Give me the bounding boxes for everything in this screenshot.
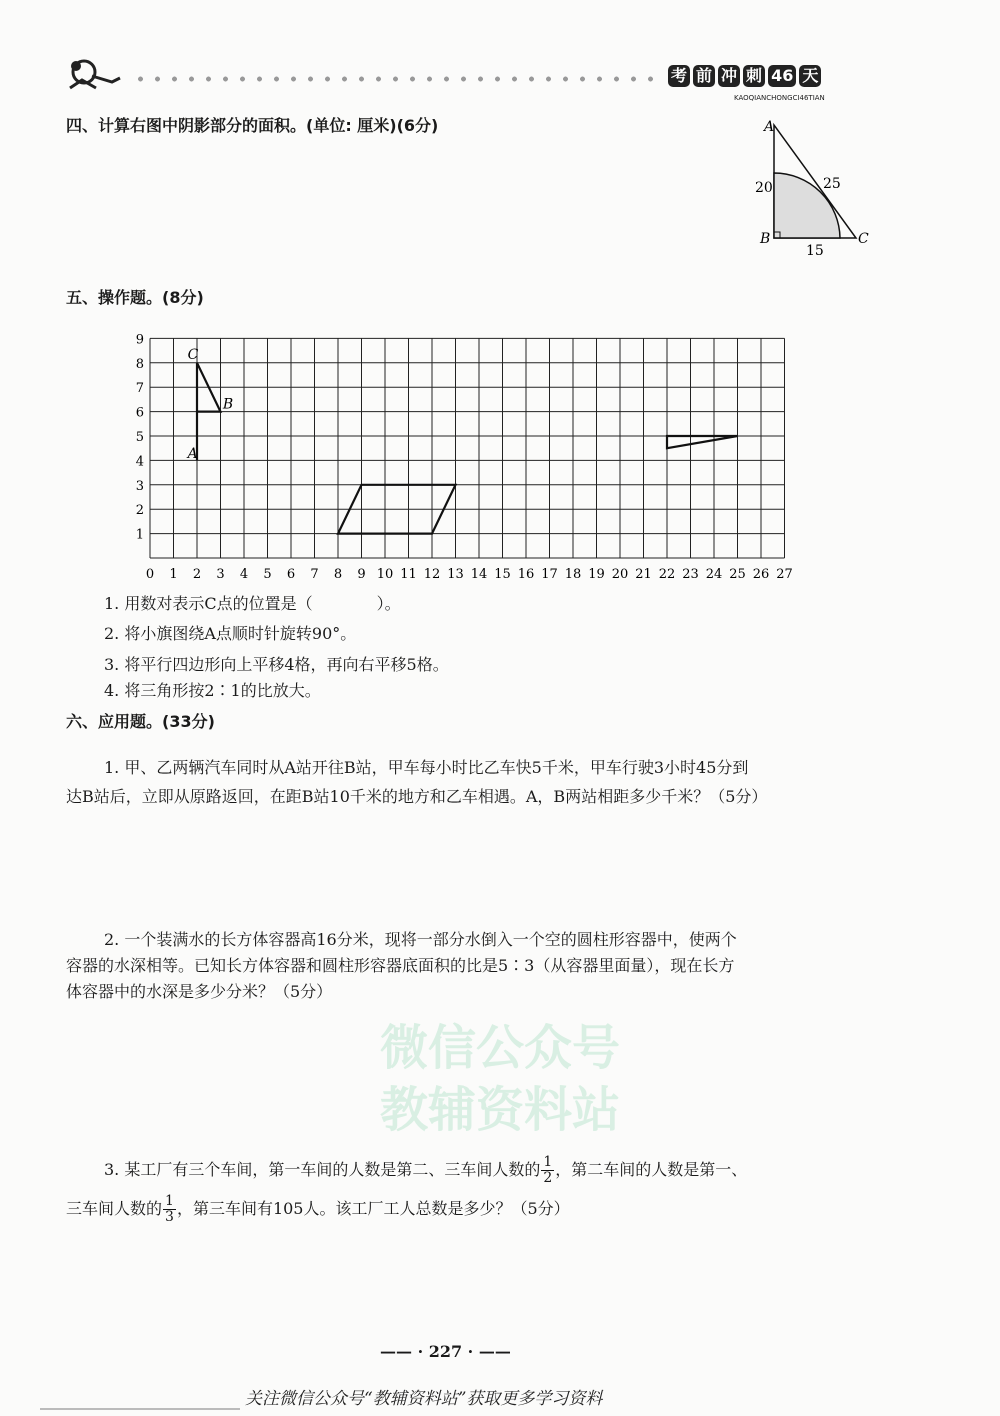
y-tick-label: 5 xyxy=(135,430,144,445)
x-tick-label: 21 xyxy=(635,567,652,582)
question-6-3-line2 xyxy=(66,1193,570,1225)
page-number: —— · 227 · —— xyxy=(380,1342,511,1361)
q3-text: 三车间人数的 xyxy=(66,1199,163,1218)
x-tick-label: 7 xyxy=(310,567,319,582)
x-tick-label: 5 xyxy=(263,567,272,582)
question-5-4: 4. 将三角形按2∶1的比放大。 xyxy=(104,681,321,700)
y-tick-label: 4 xyxy=(135,454,144,470)
x-tick-label: 10 xyxy=(376,567,394,582)
point-a-label: A xyxy=(187,445,198,462)
mascot-logo xyxy=(62,58,122,92)
label-c: C xyxy=(858,231,869,247)
y-tick-label: 9 xyxy=(135,332,144,348)
x-tick-label: 16 xyxy=(517,567,535,582)
x-tick-label: 20 xyxy=(611,567,629,582)
y-tick-label: 3 xyxy=(135,478,144,494)
x-tick-label: 25 xyxy=(729,567,746,582)
x-tick-label: 4 xyxy=(239,567,249,582)
triangle-shape xyxy=(667,436,738,448)
question-6-2-line3: 体容器中的水深是多少分米？（5分） xyxy=(66,982,333,1001)
question-6-2-line1: 2. 一个装满水的长方体容器高16分米，现将一部分水倒入一个空的圆柱形容器中，使两个 xyxy=(104,930,737,949)
banner-pinyin: KAOQIANCHONGCI46TIAN xyxy=(734,94,825,102)
section4-title: 四、计算右图中阴影部分的面积。(单位: 厘米)(6分) xyxy=(66,116,439,135)
x-tick-label: 19 xyxy=(588,567,605,582)
point-b-label: B xyxy=(222,396,234,413)
point-c-label: C xyxy=(187,346,199,363)
label-ab: 20 xyxy=(755,180,773,196)
question-6-1-line1: 1. 甲、乙两辆汽车同时从A站开往B站，甲车每小时比乙车快5千米，甲车行驶3小时45分到 xyxy=(104,758,749,777)
y-tick-label: 8 xyxy=(135,356,144,372)
x-tick-label: 12 xyxy=(423,567,441,582)
x-tick-label: 2 xyxy=(192,567,202,582)
label-ac: 25 xyxy=(823,176,841,192)
footer-note: 关注微信公众号“教辅资料站”获取更多学习资料 xyxy=(245,1389,603,1409)
watermark-line2: 教辅资料站 xyxy=(380,1082,621,1138)
y-tick-label: 7 xyxy=(135,381,144,397)
banner-char: 刺 xyxy=(743,65,765,87)
scan-edge xyxy=(40,1408,240,1410)
question-6-2-line2: 容器的水深相等。已知长方体容器和圆柱形容器底面积的比是5∶3（从容器里面量），现在长方 xyxy=(66,956,735,975)
x-tick-label: 18 xyxy=(564,567,582,582)
q3-text: ，第二车间的人数是第一、 xyxy=(555,1160,748,1179)
banner-char: 46 xyxy=(768,65,796,87)
x-tick-label: 13 xyxy=(447,567,464,582)
banner-char: 考 xyxy=(668,65,690,87)
title-banner xyxy=(668,64,821,88)
coordinate-grid xyxy=(130,325,800,585)
question-6-3-line1 xyxy=(104,1154,747,1186)
x-tick-label: 9 xyxy=(357,567,366,582)
dotted-divider xyxy=(132,76,660,82)
question-6-1-line2: 达B站后，立即从原路返回，在距B站10千米的地方和乙车相遇。A，B两站相距多少千米？（5分） xyxy=(66,787,768,806)
x-tick-label: 24 xyxy=(705,567,723,582)
x-tick-label: 22 xyxy=(658,567,676,582)
flag-shape xyxy=(197,363,221,461)
x-tick-label: 17 xyxy=(541,567,558,582)
section6-title: 六、应用题。(33分) xyxy=(66,712,215,731)
section5-title: 五、操作题。(8分) xyxy=(66,288,204,307)
label-b: B xyxy=(760,231,771,247)
x-tick-label: 15 xyxy=(494,567,511,582)
banner-char: 天 xyxy=(799,65,821,87)
question-5-2: 2. 将小旗图绕A点顺时针旋转90°。 xyxy=(104,624,357,643)
banner-char: 冲 xyxy=(718,65,740,87)
y-tick-label: 1 xyxy=(135,527,144,543)
label-a: A xyxy=(764,119,775,135)
x-tick-label: 6 xyxy=(286,567,296,582)
banner-char: 前 xyxy=(693,65,715,87)
x-tick-label: 14 xyxy=(470,567,488,582)
x-tick-label: 8 xyxy=(333,567,343,582)
x-tick-label: 26 xyxy=(752,567,770,582)
fraction-one-third: $\frac{1}{3}$ xyxy=(165,1192,174,1225)
question-5-3: 3. 将平行四边形向上平移4格，再向右平移5格。 xyxy=(104,655,449,674)
question-5-1: 1. 用数对表示C点的位置是（ ）。 xyxy=(104,594,401,613)
fraction-one-half: $\frac{1}{2}$ xyxy=(543,1153,553,1186)
x-tick-label: 11 xyxy=(400,567,417,582)
triangle-figure xyxy=(750,115,880,260)
x-tick-label: 1 xyxy=(169,567,178,582)
label-bc: 15 xyxy=(806,243,824,259)
q3-text: ，第三车间有105人。该工厂工人总数是多少？（5分） xyxy=(176,1199,570,1218)
watermark-line1: 微信公众号 xyxy=(380,1020,621,1076)
x-tick-label: 27 xyxy=(776,567,793,582)
x-tick-label: 3 xyxy=(216,567,225,582)
q3-text: 3. 某工厂有三个车间，第一车间的人数是第二、三车间人数的 xyxy=(104,1160,541,1179)
y-tick-label: 2 xyxy=(135,503,144,519)
x-tick-label: 23 xyxy=(682,567,699,582)
x-tick-label: 0 xyxy=(145,567,155,582)
y-tick-label: 6 xyxy=(135,405,144,421)
